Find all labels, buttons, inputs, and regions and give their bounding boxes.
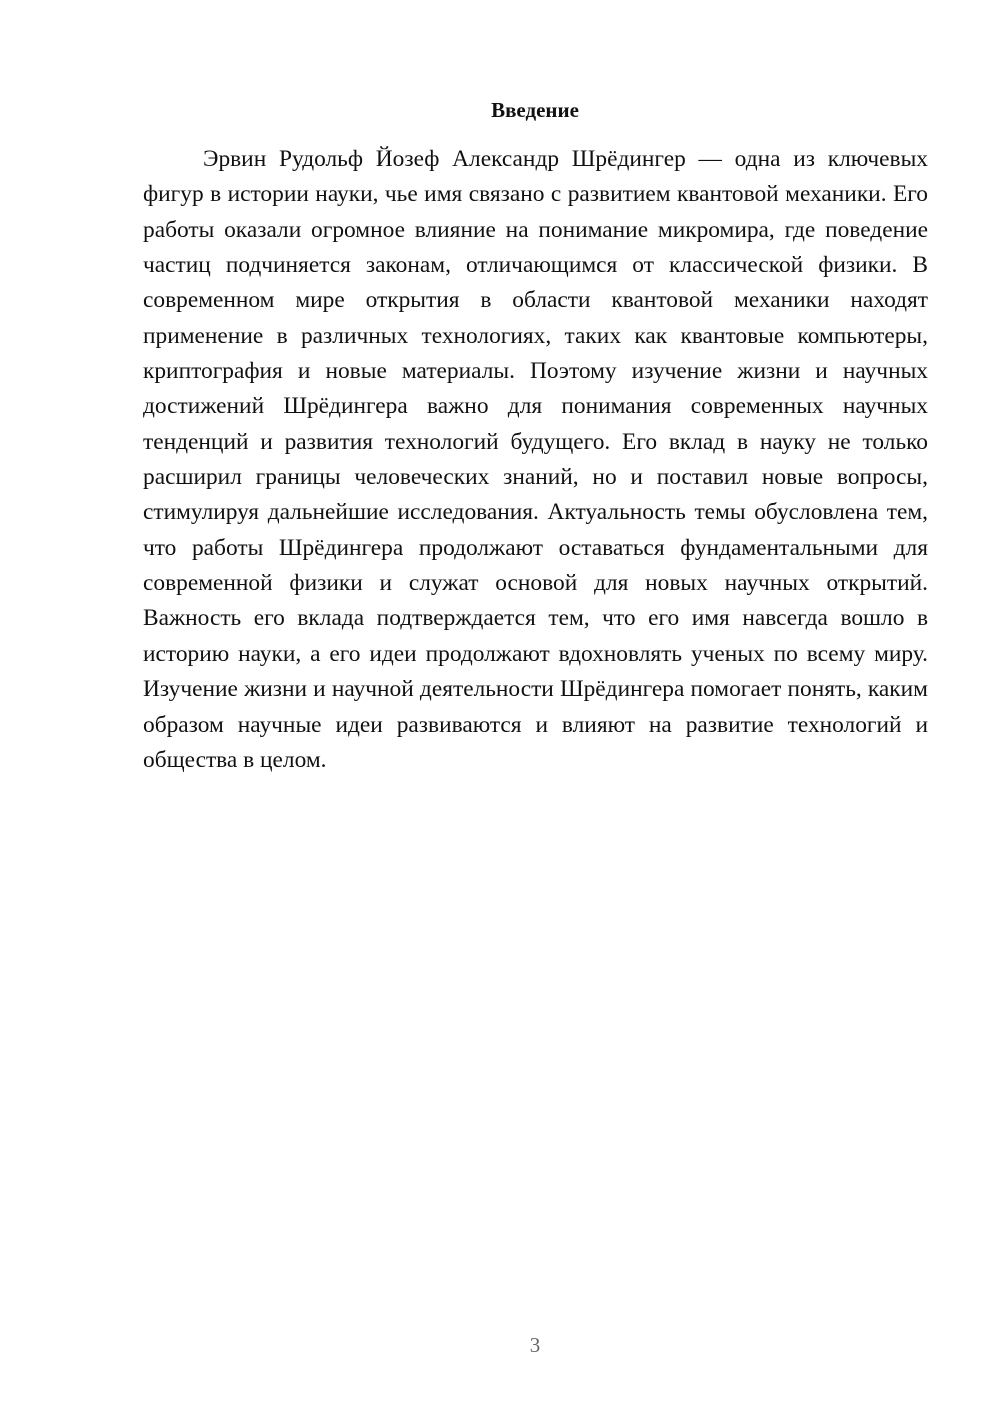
section-heading: Введение	[491, 98, 579, 122]
introduction-paragraph: Эрвин Рудольф Йозеф Александр Шрёдингер — одна из ключевых фигур в истории науки, чье имя связано с развитием квантовой механики. Его работы оказали огромное влияние на понимание микромира, где поведение частиц подчиняется законам, отличающимся от классической физики. В современном мире открытия в области квантовой механики находят применение в различных технологиях, таких как квантовые компьютеры, криптография и новые материалы. Поэтому изучение жизни и научных достижений Шрёдингера важно для понимания современных научных тенденций и развития технологий будущего. Его вклад в науку не только расширил границы человеческих знаний, но и поставил новые вопросы, стимулируя дальнейшие исследования. Актуальность темы обусловлена тем, что работы Шрёдингера продолжают оставаться фундаментальными для современной физики и служат основой для новых научных открытий. Важность его вклада подтверждается тем, что его имя навсегда вошло в историю науки, а его идеи продолжают вдохновлять ученых по всему миру. Изучение жизни и научной деятельности Шрёдингера помогает понять, каким образом научные идеи развиваются и влияют на развитие технологий и общества в целом.	[143, 146, 928, 773]
page-number: 3	[529, 1333, 541, 1357]
